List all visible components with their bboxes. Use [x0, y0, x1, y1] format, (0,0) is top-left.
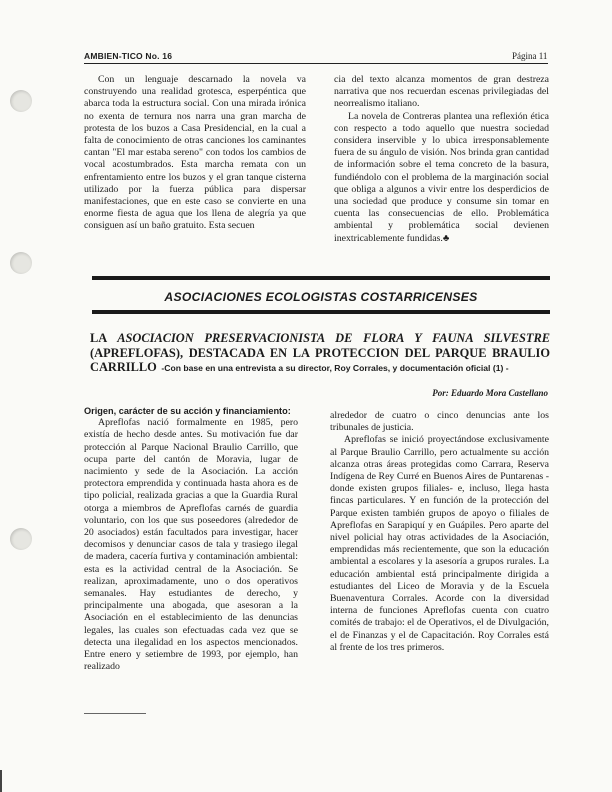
section-rule-top	[92, 276, 550, 280]
article-subtitle: -Con base en una entrevista a su director, Roy Corrales, y documentación oficial (1) -	[161, 363, 509, 373]
column-3	[84, 405, 298, 673]
col2-paragraph-1: cia del texto alcanza momentos de gran destreza narrativa que nos recuerdan escenas privilegiadas del neorrealismo italiano.	[334, 74, 549, 110]
column-1	[84, 74, 306, 233]
binder-hole-middle	[10, 252, 32, 274]
header-page-number: Página 11	[512, 51, 548, 61]
binder-hole-bottom	[10, 528, 32, 550]
article-title-italic: ASOCIACION PRESERVACIONISTA DE FLORA Y FAUNA SILVESTRE	[117, 331, 550, 345]
article-title-suffix: (APREFLOFAS), DESTACADA EN LA PROTECCION DEL PARQUE BRAULIO CARRILLO	[90, 345, 550, 374]
section-rule-bottom	[92, 310, 550, 314]
article-byline: Por: Eduardo Mora Castellano	[432, 388, 548, 398]
footnote-rule	[84, 713, 146, 714]
binder-hole-top	[10, 90, 32, 112]
col1-paragraph: Con un lenguaje descarnado la novela va construyendo una realidad grotesca, esperpéntica que abarca toda la estructura social. Con una mirada irónica no exenta de ternura nos narra una gran marcha de protesta de los buzos a Casa Presidencial, en la cual a falta de conocimiento de otras canciones los caminantes cantan "El mar estaba sereno" con todos los cambios de vocal acostumbrados. Esta marcha remata con un enfrentamiento entre los buzos y el gran tanque cisterna utilizado por la fuerza pública para dispersar manifestaciones, que en este caso se convierte en una enorme fiesta de agua que los llena de alegría ya que consiguen así un baño gratuito. Esta secuen	[84, 74, 306, 232]
header-publication: AMBIEN-TICO No. 16	[84, 51, 173, 61]
subsection-heading: Origen, carácter de su acción y financiamiento:	[84, 406, 291, 416]
column-2	[334, 74, 549, 245]
column-4	[330, 410, 549, 654]
article-title-prefix: LA	[90, 331, 118, 345]
col4-paragraph-1: alrededor de cuatro o cinco denuncias ante los tribunales de justicia.	[330, 410, 549, 434]
col2-paragraph-2: La novela de Contreras plantea una reflexión ética con respecto a todo aquello que nuestra sociedad considera inservible y lo ubica irresponsablemente fuera de su ángulo de visión. Nos brinda gran cantidad de información sobre el tema concreto de la basura, fundiéndolo con el problema de la marginación social que obliga a algunos a vivir entre los desperdicios de una sociedad que produce y consume sin tomar en cuenta las consecuencias de ello. Problemática ambiental y problemática social devienen inextricablemente fundidas.♣	[334, 110, 549, 244]
col4-paragraph-2: Apreflofas se inició proyectándose exclusivamente al Parque Braulio Carrillo, pero actualmente su acción alcanza otras áreas protegidas como Carrara, Reserva Indígena de Rey Curré en Buenos Aires de Puntarenas -donde existen grupos filiales- e, incluso, llega hasta fincas particulares. Y en función de la protección del Parque existen también grupos de apoyo o filiales de Apreflofas en Sarapiquí y en Guápiles. Pero aparte del nivel policial hay otras actividades de la Asociación, emprendidas más recientemente, que son la educación ambiental a escolares y la asesoría a grupos rurales. La educación ambiental está principalmente dirigida a estudiantes del Liceo de Moravia y de la Escuela Buenaventura Corrales. Acorde con la diversidad interna de funciones Apreflofas cuenta con cuatro comités de trabajo: el de Operativos, el de Divulgación, el de Finanzas y el de Capacitación. Roy Corrales está al frente de los tres primeros.	[330, 434, 549, 653]
header-rule	[84, 63, 548, 64]
col3-paragraph: Apreflofas nació formalmente en 1985, pero existía de hecho desde antes. Su motivación fue dar protección al Parque Nacional Braulio Carrillo, que ocupa parte del cantón de Moravia, lugar de nacimiento y sede de la Asociación. La acción protectora emprendida y continuada hasta ahora es de tipo policial, realizada gracias a que la Guardia Rural otorga a miembros de Apreflofas carnés de guardia voluntario, con los que sus poseedores (alrededor de 20 asociados) están facultados para investigar, hacer decomisos y denunciar casos de tala y trasiego ilegal de madera, cacería furtiva y contaminación ambiental: esta es la actividad central de la Asociación. Se realizan, aproximadamente, uno o dos operativos semanales. Hay estudiantes de derecho, y principalmente una abogada, que asesoran a la Asociación en el establecimiento de las denuncias legales, las cuales son efectuadas cada vez que se detecta una ilegalidad en los aspectos mencionados. Entre enero y setiembre de 1993, por ejemplo, han realizado	[84, 417, 298, 673]
section-title: ASOCIACIONES ECOLOGISTAS COSTARRICENSES	[164, 290, 478, 304]
scan-edge-mark	[0, 770, 2, 792]
